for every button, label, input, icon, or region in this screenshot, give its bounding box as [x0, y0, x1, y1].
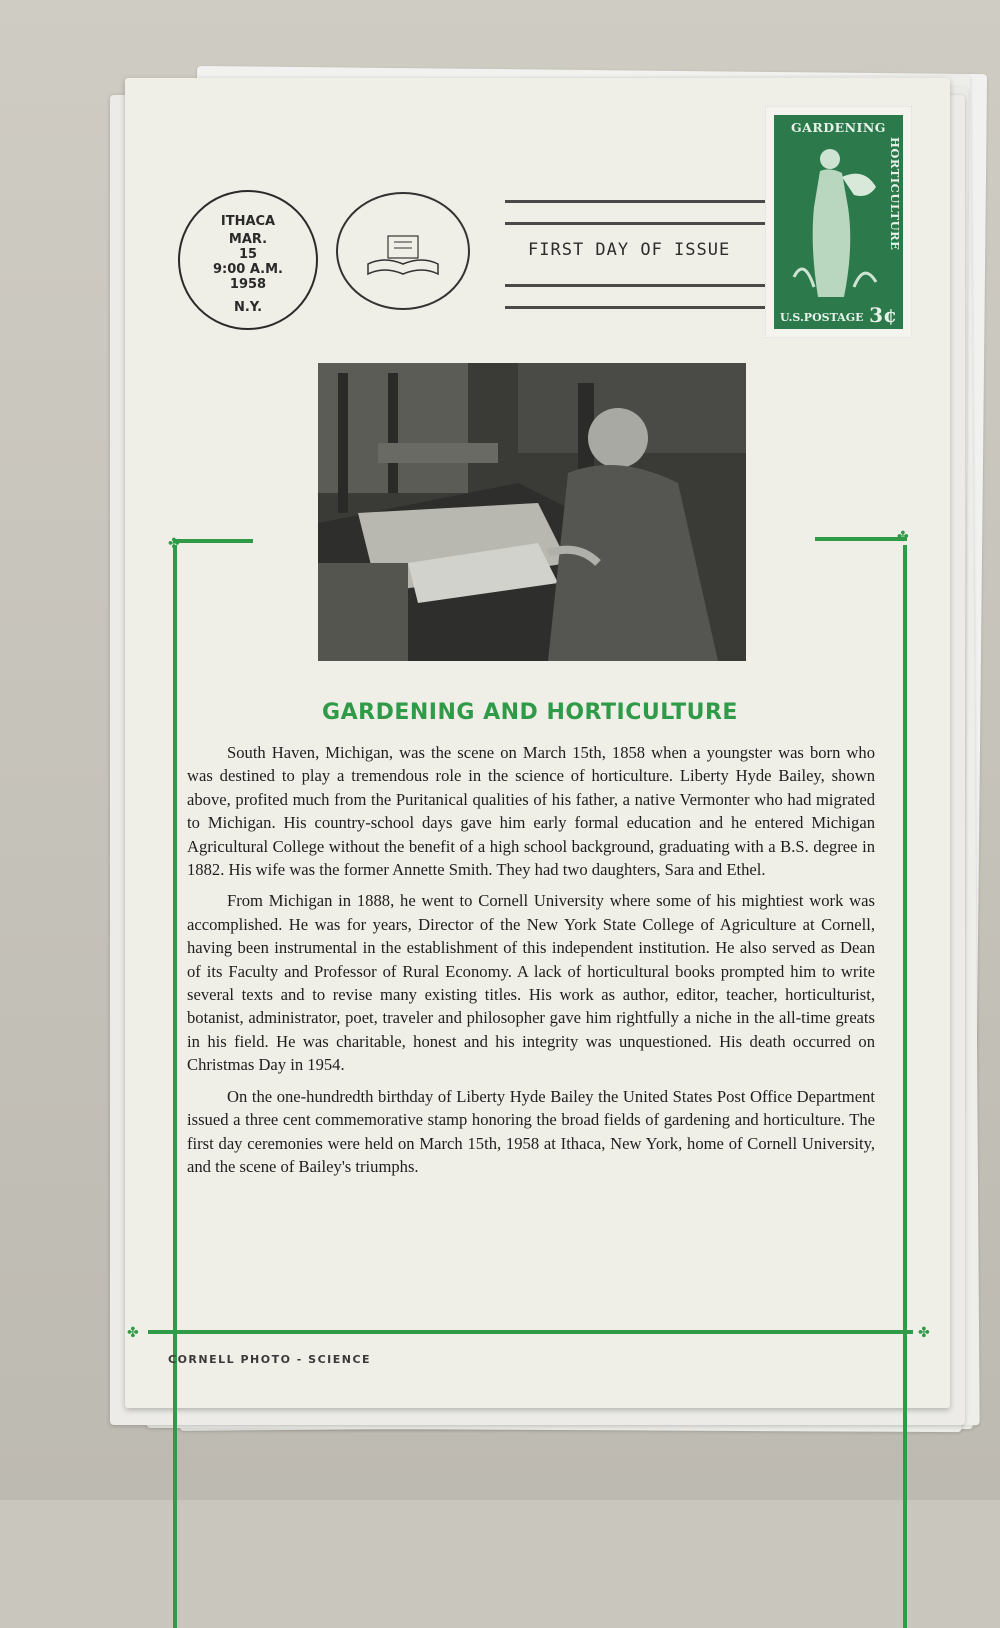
cornell-seal-cachet	[336, 192, 470, 310]
paragraph-2: From Michigan in 1888, he went to Cornell University where some of his mightiest work was accomplished. He was for years, Director of the New York State College of Agriculture at Cornell, having been instrumental in the establishment of this independent institution. He also served as Dean of its Faculty and Professor of Rural Economy. A lack of horticultural books prompted him to write several texts and to revise many existing titles. His work as author, editor, teacher, horticulturist, botanist, administrator, poet, traveler and philosopher gave him rightfully a niche in the all-time greats in his field. He was charitable, honest and his integrity was unquestioned. His death occurred on Christmas Day in 1954.	[187, 891, 875, 1075]
cancel-line	[505, 222, 770, 225]
frame-right-inner	[903, 545, 907, 1330]
cancel-line	[505, 284, 770, 287]
paragraph-3: On the one-hundredth birthday of Liberty Hyde Bailey the United States Post Office Department issued a three cent commemorative stamp honoring the broad fields of gardening and horticulture. The first day ceremonies were held on March 15th, 1958 at Ithaca, New York, home of Cornell University, and the scene of Bailey's triumphs.	[187, 1086, 875, 1176]
frame-left-inner	[173, 545, 177, 1330]
postmark-city: ITHACA	[220, 214, 276, 229]
stamp-country: U.S.POSTAGE	[780, 311, 864, 324]
cancel-line	[505, 200, 770, 203]
postage-stamp	[765, 106, 912, 338]
ithaca-postmark	[178, 190, 318, 330]
frame-bottom-line	[148, 1330, 913, 1334]
postmark-time: 9:00 A.M.	[213, 262, 283, 277]
photo-credit: CORNELL PHOTO - SCIENCE	[168, 1353, 372, 1366]
stamp-design	[774, 115, 903, 329]
allegorical-figure-icon	[784, 137, 882, 305]
cancel-line	[505, 306, 770, 309]
first-day-of-issue-cancel: FIRST DAY OF ISSUE	[528, 240, 731, 260]
card-heading: GARDENING AND HORTICULTURE	[322, 700, 738, 725]
clover-ornament-icon: ✤	[897, 529, 909, 545]
postmark-year: 1958	[229, 277, 267, 292]
portrait-photo	[318, 363, 746, 661]
clover-ornament-icon: ✤	[168, 536, 180, 552]
stamp-side-title: HORTICULTURE	[888, 137, 902, 251]
card-body	[187, 741, 875, 1186]
postmark-day: 15	[238, 247, 258, 262]
stamp-value: 3¢	[869, 303, 897, 327]
paragraph-1: South Haven, Michigan, was the scene on March 15th, 1858 when a youngster was born who was destined to play a tremendous role in the science of horticulture. Liberty Hyde Bailey, shown above, profited much from the Puritanical qualities of his father, a native Vermonter who had migrated to Michigan. His country-school days gave him early formal education and he entered Michigan Agricultural College without the benefit of a high school background, graduating with a B.S. degree in 1882. His wife was the former Annette Smith. They had two daughters, Sara and Ethel.	[187, 743, 875, 880]
stamp-title: GARDENING	[790, 120, 886, 135]
postmark-month: MAR.	[228, 232, 268, 247]
clover-ornament-icon: ✤	[127, 1325, 139, 1341]
postmark-state: N.Y.	[233, 300, 263, 315]
book-icon	[364, 234, 442, 278]
frame-top-left-line	[173, 539, 253, 543]
photo-image	[318, 363, 746, 661]
frame-top-right-line	[815, 537, 907, 541]
clover-ornament-icon: ✤	[918, 1325, 930, 1341]
